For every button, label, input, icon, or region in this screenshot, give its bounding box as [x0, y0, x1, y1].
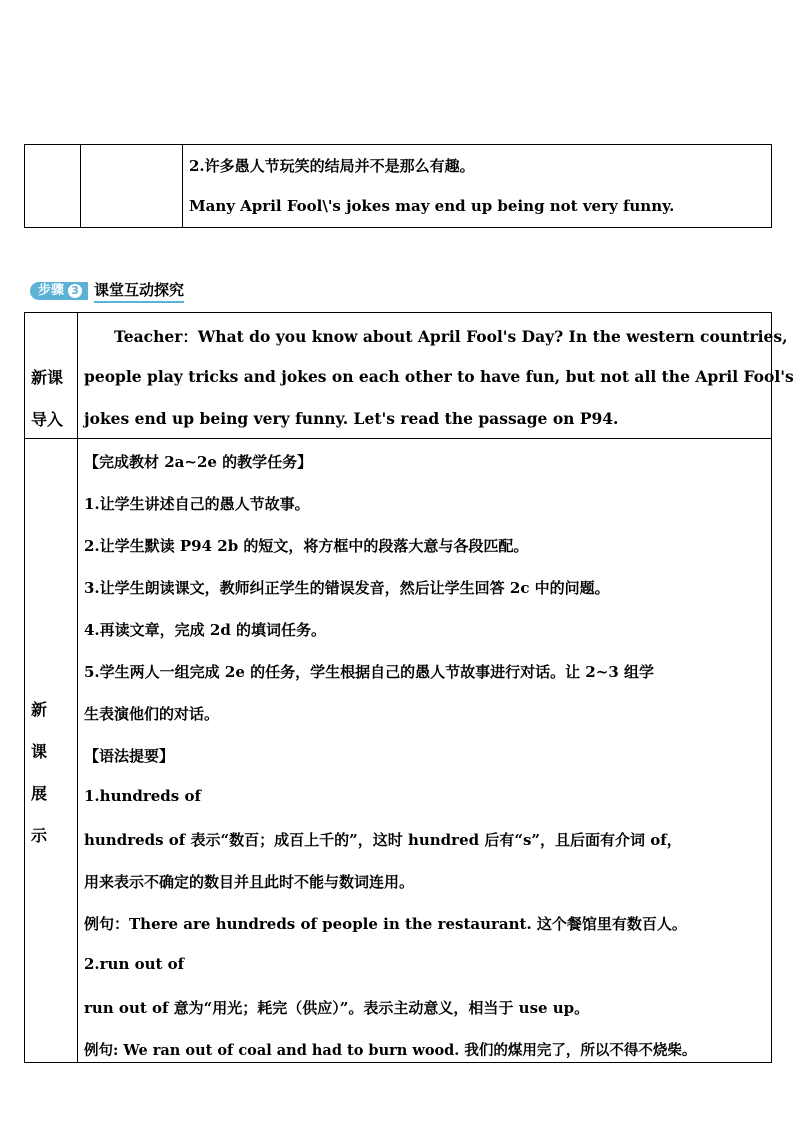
content-cell — [183, 145, 772, 228]
chinese-sentence: 2.许多愚人节玩笑的结局并不是那么有趣。 — [189, 157, 475, 175]
grammar-text: 用来表示不确定的数目并且此时不能与数词连用。 — [84, 873, 415, 891]
task-item: 3.让学生朗读课文，教师纠正学生的错误发音，然后让学生回答 2c 中的问题。 — [84, 579, 610, 597]
show-label-char: 示 — [31, 826, 48, 845]
task-item: 1.让学生讲述自己的愚人节故事。 — [84, 495, 310, 513]
task-item-cont: 生表演他们的对话。 — [84, 705, 220, 723]
grammar-title: 2.run out of — [84, 955, 185, 973]
show-label-cell — [25, 439, 78, 1063]
grammar-text: hundreds of 表示“数百；成百上千的”，这时 hundred 后有“s”，且后面有介词 of， — [84, 831, 682, 849]
grammar-title: 1.hundreds of — [84, 787, 201, 805]
section-heading: 【完成教材 2a~2e 的教学任务】 — [84, 453, 313, 471]
show-label-char: 展 — [31, 784, 48, 803]
empty-cell-2 — [81, 145, 183, 228]
intro-line: people play tricks and jokes on each other to have fun, but not all the April Fool's — [84, 367, 794, 386]
task-item: 2.让学生默读 P94 2b 的短文，将方框中的段落大意与各段匹配。 — [84, 537, 529, 555]
continuation-table — [24, 144, 772, 228]
empty-cell-1 — [25, 145, 81, 228]
lesson-table — [24, 312, 794, 1063]
intro-line: jokes end up being very funny. Let's read the passage on P94. — [84, 409, 619, 428]
step-heading — [30, 282, 184, 300]
example-sentence: 例句：There are hundreds of people in the restaurant. 这个餐馆里有数百人。 — [84, 915, 687, 933]
show-label-char: 课 — [31, 742, 48, 761]
show-label-char: 新 — [31, 700, 48, 719]
step-title: 课堂互动探究 — [94, 279, 184, 303]
grammar-text: run out of 意为“用光；耗完（供应）”。表示主动意义，相当于 use up。 — [84, 999, 590, 1017]
english-sentence: Many April Fool\'s jokes may end up being not very funny. — [189, 197, 675, 215]
step-badge — [30, 282, 88, 300]
intro-label-line2: 导入 — [31, 410, 64, 429]
task-item: 4.再读文章，完成 2d 的填词任务。 — [84, 621, 327, 639]
intro-content-cell — [78, 313, 794, 439]
intro-label-line1: 新课 — [31, 368, 64, 387]
section-heading: 【语法提要】 — [84, 747, 175, 765]
step-badge-label: 步骤 — [38, 283, 65, 298]
intro-label-cell — [25, 313, 78, 439]
show-content-cell — [78, 439, 772, 1063]
step-number: 3 — [68, 284, 82, 298]
task-item: 5.学生两人一组完成 2e 的任务，学生根据自己的愚人节故事进行对话。让 2~3 组学 — [84, 663, 654, 681]
example-sentence: 例句: We ran out of coal and had to burn wood. 我们的煤用完了，所以不得不烧柴。 — [84, 1042, 697, 1059]
intro-line: Teacher：What do you know about April Fool's Day? In the western countries, — [114, 327, 788, 346]
